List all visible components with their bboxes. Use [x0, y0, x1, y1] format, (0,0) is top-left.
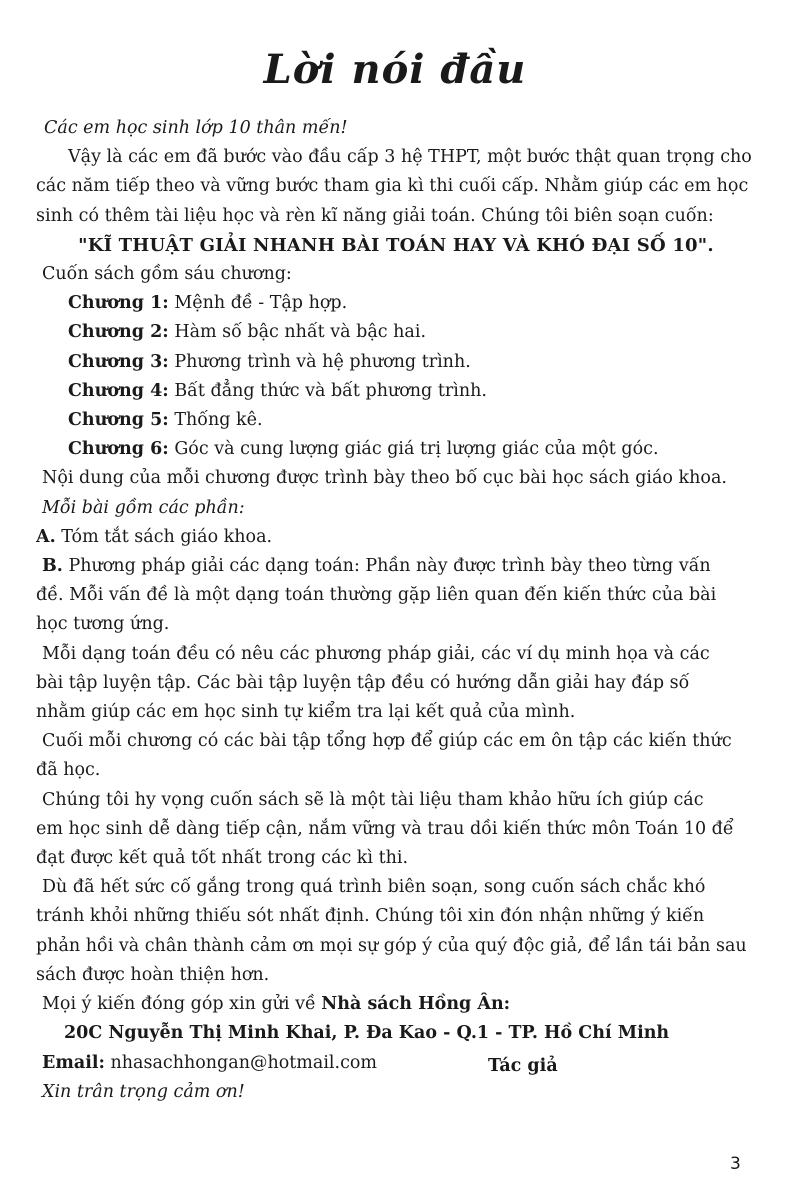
chapter-label: Chương 4: [68, 380, 169, 401]
address: 20C Nguyễn Thị Minh Khai, P. Đa Kao - Q.1 - TP. Hồ Chí Minh [64, 1023, 670, 1044]
part-b-line-2: đề. Mỗi vấn đề là một dạng toán thường gặp liên quan đến kiến thức của bài [36, 585, 717, 606]
effort-line-4: sách được hoàn thiện hơn. [36, 964, 270, 985]
feedback-text: Mọi ý kiến đóng góp xin gửi về [42, 994, 322, 1015]
chapter-item [68, 318, 756, 347]
chapter-item [68, 406, 756, 435]
chapter-text: Thống kê. [168, 410, 263, 431]
chapter-list [36, 289, 756, 464]
effort-line-1: Dù đã hết sức cố gắng trong quá trình biên soạn, song cuốn sách chắc khó [42, 877, 706, 898]
hope-line-3: đạt được kết quả tốt nhất trong các kì thi. [36, 848, 409, 869]
part-a [36, 523, 756, 552]
chapter-item [68, 348, 756, 377]
document-body [36, 114, 756, 1107]
chapter-item [68, 435, 756, 464]
chapter-text: Phương trình và hệ phương trình. [168, 351, 471, 372]
part-b-text: Phương pháp giải các dạng toán: Phần này được trình bày theo từng vấn [62, 556, 711, 577]
content-line: Nội dung của mỗi chương được trình bày theo bố cục bài học sách giáo khoa. [42, 468, 727, 489]
intro-line-3: sinh có thêm tài liệu học và rèn kĩ năng giải toán. Chúng tôi biên soạn cuốn: [36, 205, 714, 226]
review-line-1: Cuối mỗi chương có các bài tập tổng hợp để giúp các em ôn tập các kiến thức [42, 731, 732, 752]
methods-line-3: nhằm giúp các em học sinh tự kiểm tra lại kết quả của mình. [36, 702, 576, 723]
intro-line-1: Vậy là các em đã bước vào đầu cấp 3 hệ THPT, một bước thật quan trọng cho [68, 147, 752, 168]
intro-line-2: các năm tiếp theo và vững bước tham gia kì thi cuối cấp. Nhằm giúp các em học [36, 176, 749, 197]
email-label: Email: [42, 1052, 105, 1073]
thanks-line: Xin trân trọng cảm ơn! [42, 1081, 245, 1102]
page-title: Lời nói đầu [263, 46, 527, 93]
part-a-label: A. [36, 526, 56, 547]
email-line [36, 1049, 756, 1078]
greeting: Các em học sinh lớp 10 thân mến! [44, 118, 348, 138]
chapter-text: Hàm số bậc nhất và bậc hai. [168, 322, 427, 343]
methods-line-1: Mỗi dạng toán đều có nêu các phương pháp giải, các ví dụ minh họa và các [42, 643, 710, 664]
methods-line-2: bài tập luyện tập. Các bài tập luyện tập đều có hướng dẫn giải hay đáp số [36, 672, 690, 693]
chapter-text: Mệnh đề - Tập hợp. [168, 293, 348, 314]
page-number: 3 [730, 1154, 741, 1174]
chapter-label: Chương 5: [68, 410, 169, 431]
parts-intro: Mỗi bài gồm các phần: [42, 497, 245, 518]
chapters-intro: Cuốn sách gồm sáu chương: [42, 264, 292, 285]
chapter-label: Chương 6: [68, 439, 169, 460]
effort-line-3: phản hồi và chân thành cảm ơn mọi sự góp ý của quý độc giả, để lần tái bản sau [36, 935, 747, 956]
chapter-item [68, 289, 756, 318]
author-signature: Tác giả [488, 1056, 558, 1076]
part-a-text: Tóm tắt sách giáo khoa. [55, 526, 273, 547]
part-b-label: B. [42, 556, 63, 577]
book-title: "KĨ THUẬT GIẢI NHANH BÀI TOÁN HAY VÀ KHÓ ĐẠI SỐ 10". [78, 234, 714, 256]
chapter-label: Chương 1: [68, 293, 169, 314]
effort-line-2: tránh khỏi những thiếu sót nhất định. Chúng tôi xin đón nhận những ý kiến [36, 906, 705, 927]
email-value: nhasachhongan@hotmail.com [104, 1052, 378, 1073]
review-line-2: đã học. [36, 760, 101, 781]
feedback-line [36, 990, 756, 1019]
hope-line-1: Chúng tôi hy vọng cuốn sách sẽ là một tài liệu tham khảo hữu ích giúp các [42, 789, 704, 810]
publisher-name: Nhà sách Hồng Ân: [321, 994, 511, 1015]
chapter-label: Chương 3: [68, 351, 169, 372]
part-b-line-1 [36, 552, 756, 581]
chapter-text: Bất đẳng thức và bất phương trình. [168, 380, 487, 401]
chapter-text: Góc và cung lượng giác giá trị lượng giác của một góc. [168, 439, 659, 460]
chapter-label: Chương 2: [68, 322, 169, 343]
chapter-item [68, 377, 756, 406]
part-b-line-3: học tương ứng. [36, 614, 170, 635]
hope-line-2: em học sinh dễ dàng tiếp cận, nắm vững và trau dồi kiến thức môn Toán 10 để [36, 818, 734, 839]
